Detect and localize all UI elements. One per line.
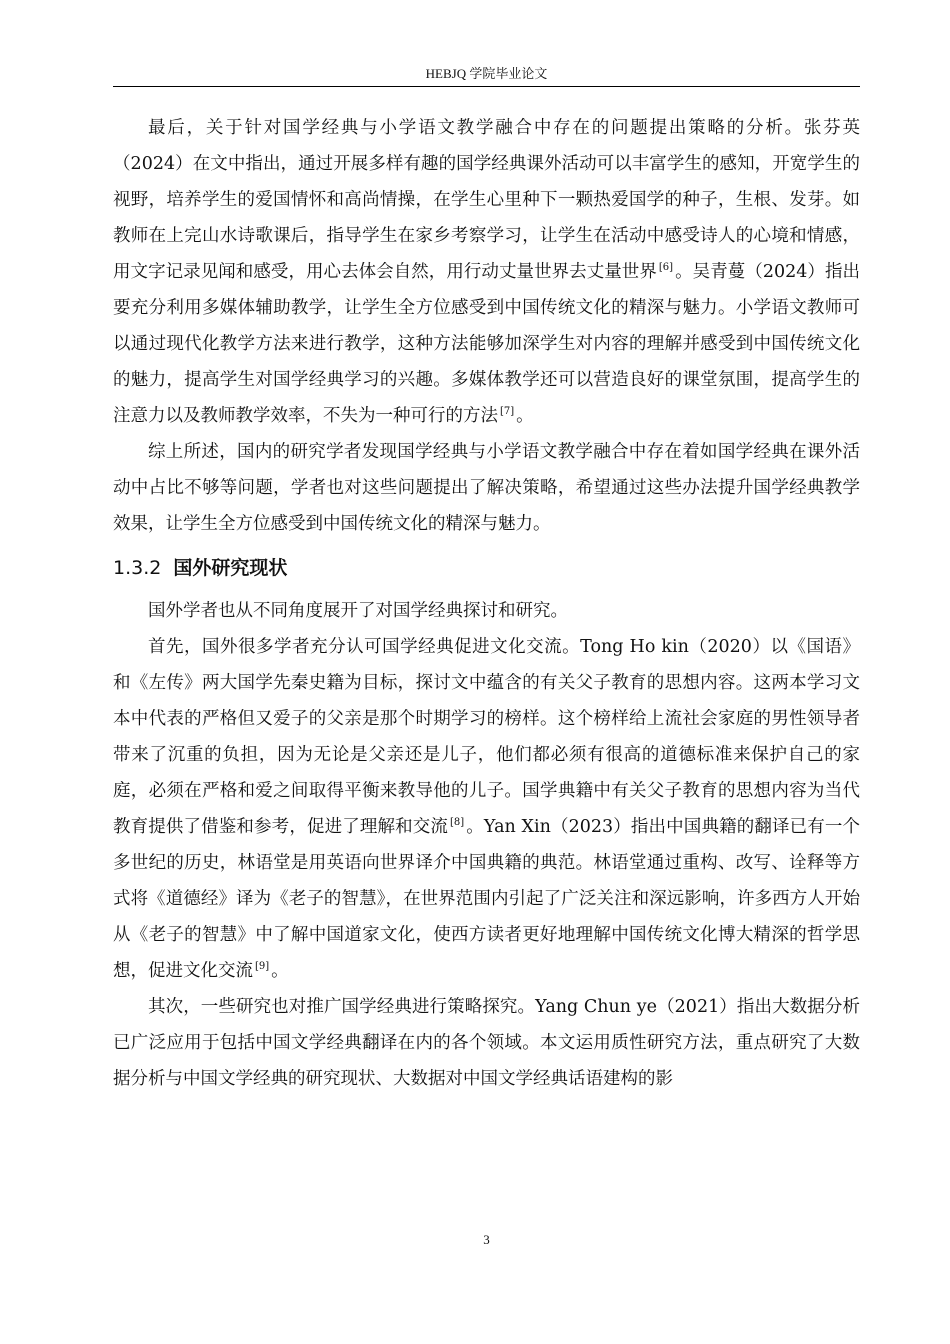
paragraph-text: 。 bbox=[271, 961, 289, 981]
paragraph-summary: 综上所述，国内的研究学者发现国学经典与小学语文教学融合中存在着如国学经典在课外活动中占比不够等问题，学者也对这些问题提出了解决策略，希望通过这些办法提升国学经典教学效果，让学生全方位感受到中国传统文化的精深与魅力。 bbox=[113, 442, 860, 534]
paragraph-text: 。吴青蔓（2024）指出要充分利用多媒体辅助教学，让学生全方位感受到中国传统文化的精深与魅力。小学语文教师可以通过现代化教学方法来进行教学，这种方法能够加深学生对内容的理解并感受到中国传统文化的魅力，提高学生对国学经典学习的兴趣。多媒体教学还可以营造良好的课堂氛围，提高学生的注意力以及教师教学效率，不失为一种可行的方法 bbox=[113, 262, 860, 426]
citation-9: [9] bbox=[255, 961, 270, 972]
paragraph-text: 首先，国外很多学者充分认可国学经典促进文化交流。Tong Ho kin（2020）以《国语》和《左传》两大国学先秦史籍为目标，探讨文中蕴含的有关父子教育的思想内容。这两本学习文本中代表的严格但又爱子的父亲是那个时期学习的榜样。这个榜样给上流社会家庭的男性领导者带来了沉重的负担，因为无论是父亲还是儿子，他们都必须有很高的道德标准来保护自己的家庭，必须在严格和爱之间取得平衡来教导他的儿子。国学典籍中有关父子教育的思想内容为当代教育提供了借鉴和参考，促进了理解和交流 bbox=[113, 637, 860, 837]
section-number: 1.3.2 bbox=[113, 557, 162, 579]
paragraph-promotion-strategy: 其次，一些研究也对推广国学经典进行策略探究。Yang Chun ye（2021）指出大数据分析已广泛应用于包括中国文学经典翻译在内的各个领域。本文运用质性研究方法，重点研究了大数据分析与中国文学经典的研究现状、大数据对中国文学经典话语建构的影 bbox=[113, 997, 860, 1089]
page-header: HEBJQ 学院毕业论文 bbox=[425, 66, 548, 81]
page-body bbox=[113, 110, 860, 1097]
paragraph-intro: 国外学者也从不同角度展开了对国学经典探讨和研究。 bbox=[148, 601, 568, 621]
section-title: 国外研究现状 bbox=[173, 557, 288, 579]
paragraph-strategy-analysis bbox=[113, 110, 860, 434]
header-divider bbox=[113, 86, 860, 87]
page-number: 3 bbox=[483, 1232, 490, 1247]
paragraph-text: 最后，关于针对国学经典与小学语文教学融合中存在的问题提出策略的分析。张芬英（2024）在文中指出，通过开展多样有趣的国学经典课外活动可以丰富学生的感知，开宽学生的视野，培养学生的爱国情怀和高尚情操，在学生心里种下一颗热爱国学的种子，生根、发芽。如教师在上完山水诗歌课后，指导学生在家乡考察学习，让学生在活动中感受诗人的心境和情感，用文字记录见闻和感受，用心去体会自然，用行动丈量世界去丈量世界 bbox=[113, 118, 860, 282]
paragraph-text: 。 bbox=[516, 406, 534, 426]
paragraph-cultural-exchange bbox=[113, 629, 860, 989]
citation-6: [6] bbox=[658, 262, 674, 273]
section-heading bbox=[113, 546, 860, 590]
paragraph-text: 。Yan Xin（2023）指出中国典籍的翻译已有一个多世纪的历史，林语堂是用英语向世界译介中国典籍的典范。林语堂通过重构、改写、诠释等方式将《道德经》译为《老子的智慧》，在世界范围内引起了广泛关注和深远影响，许多西方人开始从《老子的智慧》中了解中国道家文化，使西方读者更好地理解中国传统文化博大精深的哲学思想，促进文化交流 bbox=[113, 817, 860, 981]
citation-7: [7] bbox=[500, 406, 515, 417]
citation-8: [8] bbox=[450, 817, 465, 828]
